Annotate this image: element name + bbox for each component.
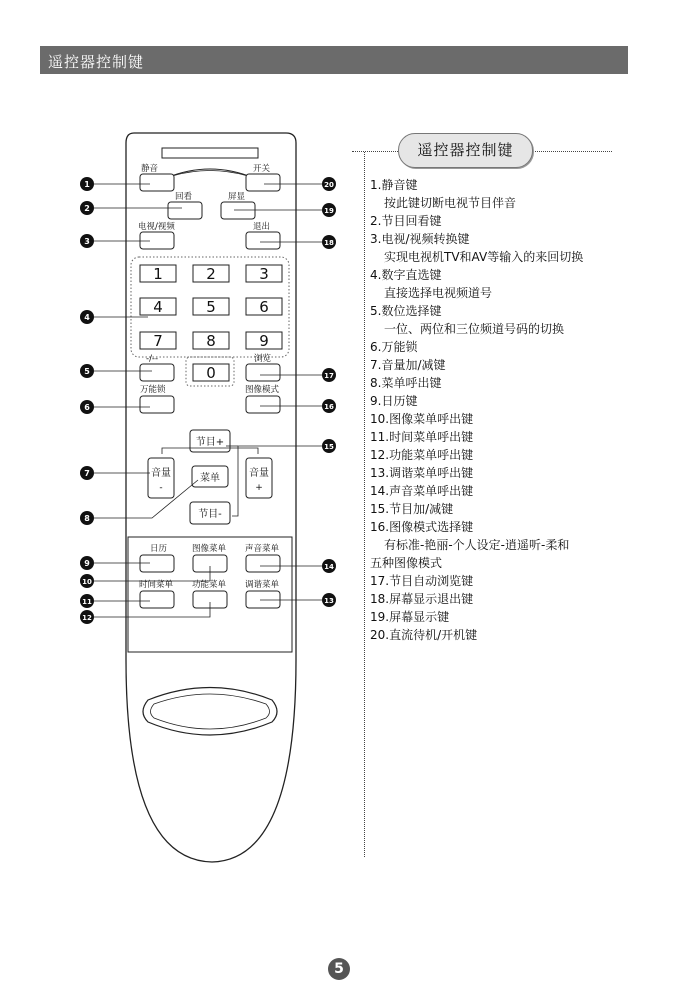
description-line: 5.数位选择键 (370, 304, 442, 318)
callout-17-label: 17 (324, 372, 334, 380)
description-line: 一位、两位和三位频道号码的切换 (384, 322, 565, 336)
digit-6-label: 6 (259, 298, 269, 316)
tv-av-button[interactable] (140, 232, 174, 249)
callout-16-label: 16 (324, 403, 334, 411)
callout-3-label: 3 (84, 237, 90, 246)
callout-13-label: 13 (324, 597, 334, 605)
recall-label: 回看 (175, 192, 193, 202)
sound-menu-label: 声音菜单 (245, 544, 280, 554)
digit-2-label: 2 (206, 265, 216, 283)
digit-5-label: 5 (206, 298, 216, 316)
description-line: 实现电视机TV和AV等输入的来回切换 (384, 250, 584, 264)
callout-18-label: 18 (324, 239, 334, 247)
description-line: 19.屏幕显示键 (370, 610, 450, 624)
description-line: 2.节目回看键 (370, 214, 442, 228)
description-line: 15.节目加/减键 (370, 502, 454, 516)
callout-15-label: 15 (324, 443, 334, 451)
section-title: 遥控器控制键 (398, 133, 533, 168)
calendar-label: 日历 (150, 544, 168, 554)
key-description-list (370, 176, 670, 644)
ir-window (162, 148, 258, 158)
lock-button[interactable] (140, 396, 174, 413)
browse-button[interactable] (246, 364, 280, 381)
mute-button[interactable] (140, 174, 174, 191)
callout-6-label: 6 (84, 403, 90, 412)
description-line: 9.日历键 (370, 394, 418, 408)
description-line: 有标准-艳丽-个人设定-逍遥听-柔和 (384, 538, 570, 552)
description-line: 18.屏幕显示退出键 (370, 592, 474, 606)
description-line: 3.电视/视频转换键 (370, 232, 470, 246)
volume-down-sign: - (159, 483, 163, 493)
browse-label: 浏览 (254, 354, 272, 364)
description-line: 10.图像菜单呼出键 (370, 412, 474, 426)
description-line: 4.数字直选键 (370, 268, 442, 282)
description-line: 13.调谐菜单呼出键 (370, 466, 474, 480)
callout-19-label: 19 (324, 207, 334, 215)
lock-label: 万能锁 (140, 385, 166, 395)
description-line: 6.万能锁 (370, 340, 418, 354)
description-line: 17.节目自动浏览键 (370, 574, 474, 588)
digit-9-label: 9 (259, 332, 269, 350)
picture-mode-label: 图像模式 (245, 385, 280, 395)
callout-12-label: 12 (82, 614, 92, 622)
page-number: 5 (328, 958, 350, 980)
callout-7-label: 7 (84, 469, 90, 478)
digit-mode-label: -/-- (146, 354, 159, 364)
bottom-grip (143, 688, 277, 736)
display-label: 屏显 (228, 192, 246, 202)
recall-button[interactable] (168, 202, 202, 219)
time-menu-label: 时间菜单 (139, 580, 174, 590)
picture-mode-button[interactable] (246, 396, 280, 413)
callout-2-label: 2 (84, 204, 90, 213)
volume-down-label: 音量 (151, 468, 171, 479)
display-button[interactable] (221, 202, 255, 219)
description-line: 直接选择电视频道号 (384, 286, 493, 300)
callout-11-label: 11 (82, 598, 92, 606)
description-line: 7.音量加/减键 (370, 358, 446, 372)
tuning-menu-label: 调谐菜单 (245, 580, 280, 590)
mute-label: 静音 (141, 164, 159, 174)
description-line: 8.菜单呼出键 (370, 376, 442, 390)
page-header-title: 遥控器控制键 (48, 53, 145, 71)
description-line: 按此键切断电视节目伴音 (384, 196, 517, 210)
callout-4-label: 4 (84, 313, 90, 322)
description-line: 五种图像模式 (370, 556, 443, 570)
callout-1-label: 1 (84, 180, 90, 189)
digit-7-label: 7 (153, 332, 163, 350)
tuning-menu-button[interactable] (246, 591, 280, 608)
callout-10-label: 10 (82, 578, 92, 586)
sound-menu-button[interactable] (246, 555, 280, 572)
description-line: 20.直流待机/开机键 (370, 628, 478, 642)
callout-20-label: 20 (324, 181, 334, 189)
exit-label: 退出 (253, 222, 271, 232)
time-menu-button[interactable] (140, 591, 174, 608)
digit-1-label: 1 (153, 265, 163, 283)
power-label: 开关 (253, 164, 271, 174)
channel-up-label: 节目+ (195, 437, 225, 448)
picture-menu-label: 图像菜单 (192, 544, 227, 554)
callout-14-label: 14 (324, 563, 334, 571)
exit-button[interactable] (246, 232, 280, 249)
channel-down-label: 节目- (198, 509, 222, 520)
digit-3-label: 3 (259, 265, 269, 283)
section-divider-vertical (364, 152, 365, 857)
description-line: 14.声音菜单呼出键 (370, 484, 474, 498)
callout-9-label: 9 (84, 559, 90, 568)
description-line: 1.静音键 (370, 178, 418, 192)
digit-4-label: 4 (153, 298, 163, 316)
tv-av-label: 电视/视频 (138, 222, 175, 232)
power-button[interactable] (246, 174, 280, 191)
volume-up-sign: + (255, 483, 263, 493)
calendar-button[interactable] (140, 555, 174, 572)
digit-mode-button[interactable] (140, 364, 174, 381)
digit-0-label: 0 (206, 364, 216, 382)
callout-8-label: 8 (84, 514, 90, 523)
volume-up-label: 音量 (249, 468, 269, 479)
callout-5-label: 5 (84, 367, 90, 376)
menu-label: 菜单 (200, 473, 220, 484)
function-menu-label: 功能菜单 (192, 580, 227, 590)
description-line: 12.功能菜单呼出键 (370, 448, 474, 462)
digit-8-label: 8 (206, 332, 216, 350)
description-line: 11.时间菜单呼出键 (370, 430, 474, 444)
description-line: 16.图像模式选择键 (370, 520, 474, 534)
